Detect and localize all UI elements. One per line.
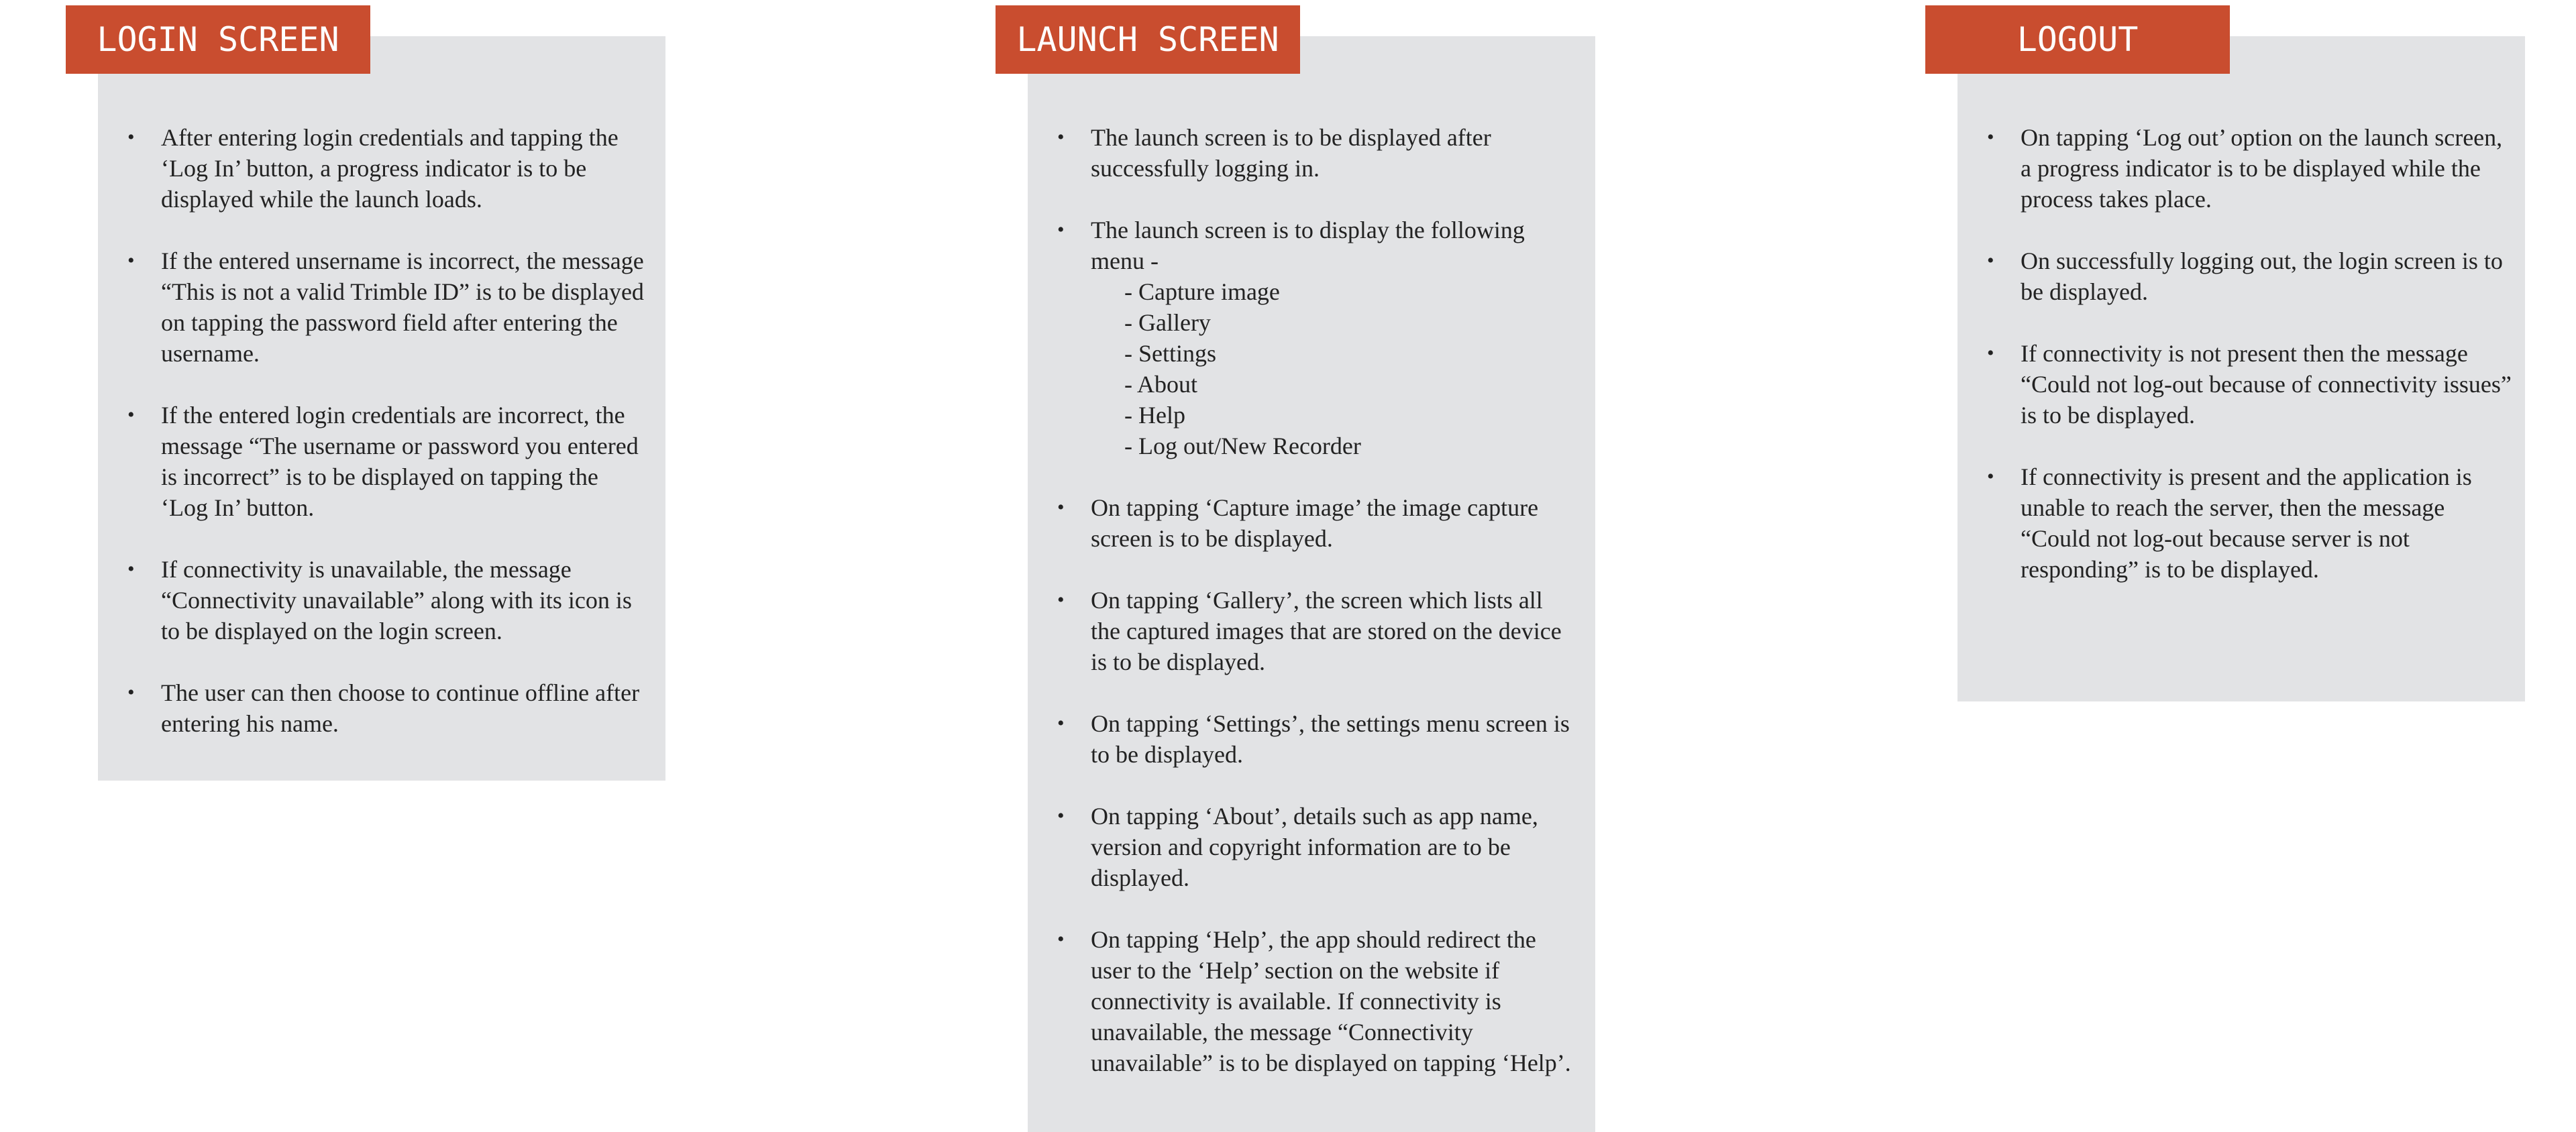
- launch-bullet: • On tapping ‘Gallery’, the screen which lists all the captured images that are stored on the device is to be displayed.: [1091, 585, 1574, 677]
- login-bullet: • If the entered unsername is incorrect, the message “This is not a valid Trimble ID” is to be displayed on tapping the password field after entering the username.: [161, 245, 651, 369]
- launch-bullet: • On tapping ‘Help’, the app should redirect the user to the ‘Help’ section on the website if connectivity is available. If connectivity is unavailable, the message “Connectivity unavailable” is to be displayed on tapping ‘Help’.: [1091, 924, 1574, 1078]
- launch-bullet-list: [1091, 122, 1574, 1109]
- launch-bullet: • On tapping ‘About’, details such as app name, version and copyright information are to be displayed.: [1091, 801, 1574, 893]
- launch-bullet-menu: [1091, 215, 1574, 461]
- logout-bullet: • On successfully logging out, the login screen is to be displayed.: [2021, 245, 2517, 307]
- launch-bullet: • On tapping ‘Settings’, the settings menu screen is to be displayed.: [1091, 708, 1574, 770]
- launch-menu-item: - Gallery: [1124, 309, 1211, 336]
- login-bullet: • If connectivity is unavailable, the message “Connectivity unavailable” along with its icon is to be displayed on the login screen.: [161, 554, 651, 646]
- login-bullet-list: [161, 122, 651, 770]
- login-bullet: • If the entered login credentials are incorrect, the message “The username or password you entered is incorrect” is to be displayed on tapping the ‘Log In’ button.: [161, 400, 651, 523]
- login-bullet: • After entering login credentials and tapping the ‘Log In’ button, a progress indicator is to be displayed while the launch loads.: [161, 122, 651, 215]
- launch-menu-list: [1091, 276, 1574, 461]
- login-bullet: • The user can then choose to continue offline after entering his name.: [161, 677, 651, 739]
- launch-screen-panel: [1028, 36, 1595, 1132]
- launch-bullet: • The launch screen is to be displayed after successfully logging in.: [1091, 122, 1574, 184]
- launch-menu-item: - Log out/New Recorder: [1124, 433, 1361, 459]
- login-screen-panel: [98, 36, 665, 781]
- logout-panel: [1957, 36, 2525, 701]
- launch-screen-title: LAUNCH SCREEN: [996, 5, 1300, 74]
- logout-bullet: • On tapping ‘Log out’ option on the launch screen, a progress indicator is to be displayed while the process takes place.: [2021, 122, 2517, 215]
- launch-menu-item: - Help: [1124, 402, 1185, 429]
- logout-title: LOGOUT: [1925, 5, 2230, 74]
- login-screen-title: LOGIN SCREEN: [66, 5, 370, 74]
- launch-bullet: • On tapping ‘Capture image’ the image capture screen is to be displayed.: [1091, 492, 1574, 554]
- logout-bullet: • If connectivity is not present then the message “Could not log-out because of connectivity issues” is to be displayed.: [2021, 338, 2517, 431]
- logout-bullet: • If connectivity is present and the application is unable to reach the server, then the message “Could not log-out because server is not responding” is to be displayed.: [2021, 461, 2517, 585]
- launch-menu-item: - About: [1124, 371, 1198, 398]
- logout-bullet-list: [2021, 122, 2517, 616]
- launch-menu-item: - Settings: [1124, 340, 1217, 367]
- launch-menu-intro: The launch screen is to display the following menu -: [1091, 217, 1525, 274]
- launch-menu-item: - Capture image: [1124, 278, 1280, 305]
